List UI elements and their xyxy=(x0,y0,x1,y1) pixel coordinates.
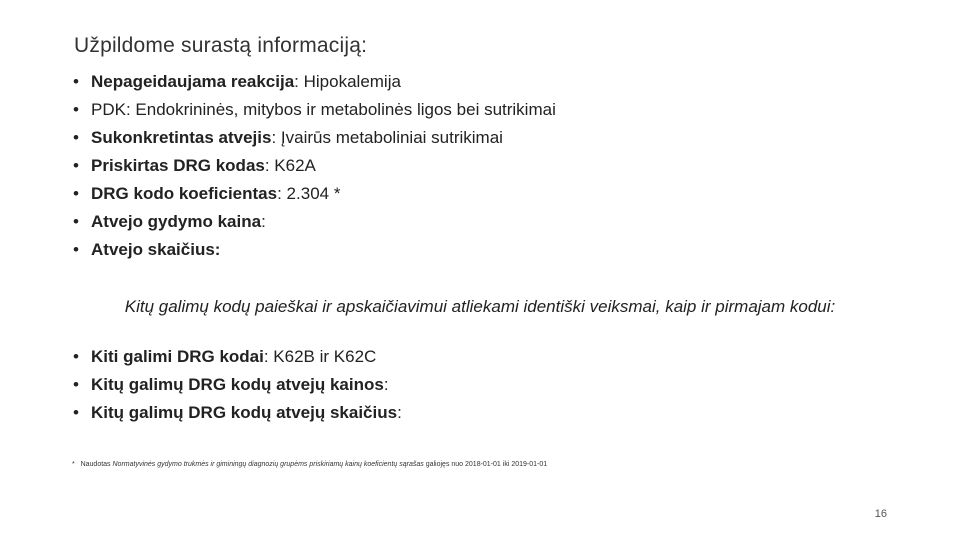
footnote-source: Normatyvinės gydymo trukmės ir giminingų diagnozių grupėms priskiriamų kainų koeficientų sąrašas xyxy=(112,461,424,468)
item-value: : Hipokalemija xyxy=(294,72,401,91)
item-label: Priskirtas DRG kodas xyxy=(91,156,265,175)
slide-title: Užpildome surastą informaciją: xyxy=(74,34,368,57)
footnote-validity: galiojęs nuo 2018-01-01 iki 2019-01-01 xyxy=(425,461,548,468)
item-value: : Įvairūs metaboliniai sutrikimai xyxy=(271,128,503,147)
bullet: • xyxy=(73,212,79,231)
list-item-other-prices xyxy=(73,371,402,399)
footnote-mark: * xyxy=(72,461,75,468)
list-item-pdk xyxy=(73,96,556,124)
bullet: • xyxy=(73,240,79,259)
item-value: : xyxy=(397,403,402,422)
page-number: 16 xyxy=(874,508,887,520)
list-item-drg-code xyxy=(73,152,556,180)
list-item-reaction xyxy=(73,68,556,96)
item-value: : xyxy=(261,212,266,231)
item-label: Atvejo gydymo kaina xyxy=(91,212,262,231)
list-item-other-counts xyxy=(73,399,402,427)
item-value: : K62B ir K62C xyxy=(263,347,377,366)
note-text: Kitų galimų kodų paieškai ir apskaičiavimui atliekami identiški veiksmai, kaip ir pirmajam kodui: xyxy=(124,297,836,316)
item-value: : K62A xyxy=(264,156,316,175)
item-label: Atvejo skaičius: xyxy=(91,240,221,259)
list-item-case-price xyxy=(73,208,556,236)
bullet: • xyxy=(73,100,79,119)
bullet: • xyxy=(73,403,79,422)
bullet: • xyxy=(73,347,79,366)
info-list xyxy=(73,68,556,264)
item-label: Nepageidaujama reakcija xyxy=(91,72,295,91)
item-label: DRG kodo koeficientas xyxy=(91,184,278,203)
item-value: PDK: Endokrininės, mitybos ir metabolinės ligos bei sutrikimai xyxy=(91,100,556,119)
bullet: • xyxy=(73,156,79,175)
other-codes-list xyxy=(73,343,402,427)
list-item-other-codes xyxy=(73,343,402,371)
bullet: • xyxy=(73,72,79,91)
bullet: • xyxy=(73,375,79,394)
item-label: Kiti galimi DRG kodai xyxy=(91,347,264,366)
footnote xyxy=(72,461,547,468)
item-label: Kitų galimų DRG kodų atvejų skaičius xyxy=(91,403,398,422)
list-item-case-count xyxy=(73,236,556,264)
bullet: • xyxy=(73,184,79,203)
item-label: Kitų galimų DRG kodų atvejų kainos xyxy=(91,375,384,394)
instruction-note xyxy=(0,298,960,315)
item-label: Sukonkretintas atvejis xyxy=(91,128,272,147)
item-value: : xyxy=(383,375,389,394)
item-value: : 2.304 * xyxy=(277,184,341,203)
list-item-drg-coefficient xyxy=(73,180,556,208)
footnote-prefix: Naudotas xyxy=(80,461,111,468)
bullet: • xyxy=(73,128,79,147)
list-item-case xyxy=(73,124,556,152)
